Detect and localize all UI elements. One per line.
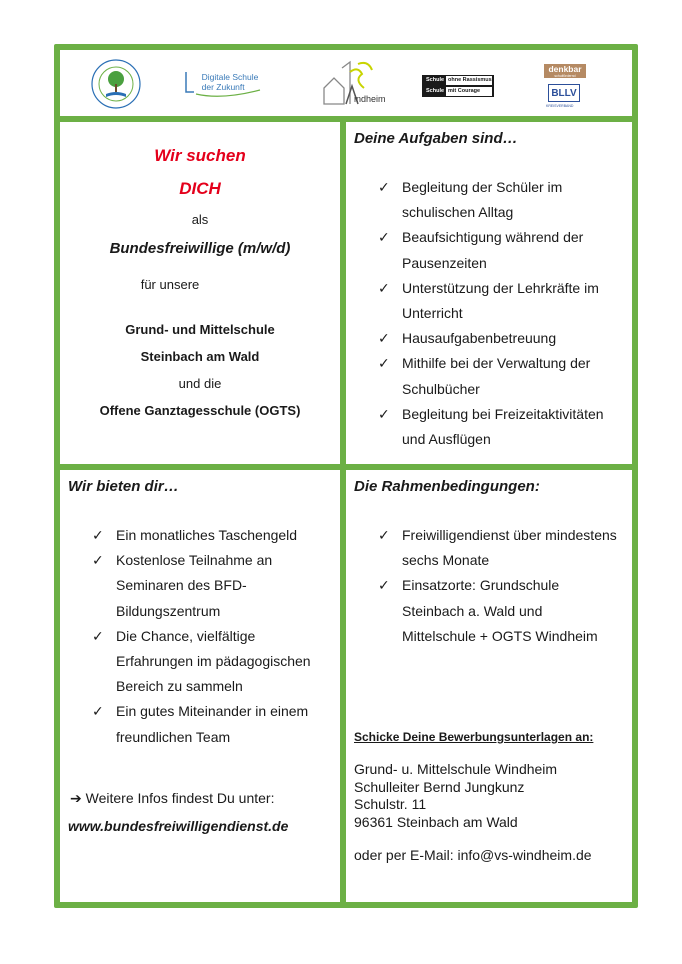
logo-bar [60, 50, 632, 116]
list-item-text: sechs Monate [402, 552, 490, 569]
list-item-text: Freiwilligendienst über mindestens [402, 527, 617, 543]
sor-label-2: Schule [426, 88, 445, 94]
list-item-text: Seminaren des BFD- [116, 577, 247, 594]
vs-windheim-logo [320, 58, 392, 110]
address-line: Schulleiter Bernd Jungkunz [354, 778, 525, 795]
tasks-title: Deine Aufgaben sind… [354, 130, 518, 147]
checkmark-icon: ✓ [92, 527, 104, 543]
bllv-subtext: KREISVERBAND [546, 104, 574, 108]
list-item [378, 326, 628, 351]
digital-logo-line2: der Zukunft [201, 82, 245, 92]
list-item [378, 175, 628, 225]
list-item [92, 699, 337, 749]
sor-label-1: Schule [426, 77, 445, 83]
list-item-text: Unterricht [402, 305, 463, 322]
intro-panel [60, 122, 340, 464]
list-item-text: Ein monatliches Taschengeld [116, 527, 298, 543]
eco-school-logo [90, 58, 142, 110]
checkmark-icon: ✓ [378, 229, 390, 246]
checkmark-icon: ✓ [378, 355, 390, 372]
denkbar-logo [544, 64, 586, 78]
conditions-title: Die Rahmenbedingungen: [354, 478, 540, 495]
list-item-text: Erfahrungen im pädagogischen [116, 653, 311, 670]
checkmark-icon: ✓ [378, 527, 390, 543]
tasks-panel [346, 122, 632, 464]
tasks-list [378, 175, 628, 452]
list-item-text: Pausenzeiten [402, 254, 487, 271]
list-item [378, 402, 628, 452]
list-item [92, 624, 337, 700]
list-item-text: Bildungszentrum [116, 602, 221, 619]
list-item-text: Schulbücher [402, 380, 480, 397]
school-name-line1: Grund- und Mittelschule [125, 322, 275, 337]
digitale-schule-logo [182, 66, 264, 98]
info-text: ➔ Weitere Infos findest Du unter: [70, 790, 275, 806]
checkmark-icon: ✓ [92, 703, 104, 720]
conditions-panel [346, 470, 632, 902]
school-name-line3: Offene Ganztagesschule (OGTS) [99, 403, 301, 418]
list-item [378, 351, 628, 401]
und-die-text: und die [178, 376, 222, 391]
vs-logo-text: indheim [354, 94, 386, 104]
checkmark-icon: ✓ [378, 279, 390, 296]
offer-title: Wir bieten dir… [68, 478, 179, 495]
checkmark-icon: ✓ [378, 179, 390, 195]
digital-logo-line1: Digitale Schule [201, 72, 259, 82]
checkmark-icon: ✓ [378, 405, 390, 422]
checkmark-icon: ✓ [378, 330, 390, 347]
list-item [378, 276, 628, 326]
poster-frame [54, 44, 638, 908]
headline-dich: DICH [179, 179, 221, 198]
list-item-text: Beaufsichtigung während der [402, 229, 584, 246]
bllv-text: BLLV [551, 87, 577, 99]
list-item-text: Mithilfe bei der Verwaltung der [402, 355, 591, 372]
list-item [378, 523, 628, 573]
list-item-text: Unterstützung der Lehrkräfte im [402, 279, 599, 296]
address-line: 96361 Steinbach am Wald [354, 813, 518, 830]
list-item-text: freundlichen Team [116, 728, 231, 745]
fuer-unsere-text: für unsere [140, 277, 200, 292]
apply-heading: Schicke Deine Bewerbungsunterlagen an: [354, 730, 594, 744]
checkmark-icon: ✓ [92, 552, 104, 569]
offer-panel [60, 470, 340, 902]
list-item-text: Begleitung der Schüler im [402, 179, 563, 195]
list-item [378, 573, 628, 649]
list-item [92, 548, 337, 624]
address-line: Schulstr. 11 [354, 796, 427, 812]
list-item-text: Hausaufgabenbetreuung [402, 330, 557, 347]
denkbar-text: denkbar [548, 63, 582, 74]
list-item-text: Einsatzorte: Grundschule [402, 577, 560, 594]
list-item-text: Mittelschule + OGTS Windheim [402, 627, 598, 644]
address-line: Grund- u. Mittelschule Windheim [354, 761, 558, 777]
sor-text-2: mit Courage [446, 87, 492, 96]
school-name-line2: Steinbach am Wald [140, 349, 260, 364]
conditions-list [378, 523, 628, 649]
list-item [92, 523, 337, 548]
list-item-text: und Ausflügen [402, 431, 491, 448]
list-item-text: Die Chance, vielfältige [116, 627, 256, 644]
email-line[interactable]: oder per E-Mail: info@vs-windheim.de [354, 847, 592, 863]
role-title: Bundesfreiwillige (m/w/d) [109, 240, 291, 257]
list-item-text: Bereich zu sammeln [116, 678, 243, 695]
als-text: als [191, 212, 209, 227]
list-item-text: Kostenlose Teilnahme an [116, 552, 273, 569]
sor-text-1: ohne Rassismus [448, 77, 492, 83]
list-item-text: Ein gutes Miteinander in einem [116, 703, 309, 720]
headline-wir-suchen: Wir suchen [154, 146, 246, 165]
list-item-text: Steinbach a. Wald und [402, 602, 543, 619]
address-block [354, 761, 557, 831]
offer-list [92, 523, 337, 750]
denkbar-subtext: schulfördernd [554, 73, 576, 78]
checkmark-icon: ✓ [378, 577, 390, 594]
website-link[interactable]: www.bundesfreiwilligendienst.de [68, 818, 289, 834]
list-item [378, 225, 628, 275]
bllv-logo [548, 84, 580, 102]
checkmark-icon: ✓ [92, 627, 104, 644]
list-item-text: schulischen Alltag [402, 204, 514, 221]
list-item-text: Begleitung bei Freizeitaktivitäten [402, 405, 604, 422]
schule-ohne-rassismus-logo [422, 75, 494, 97]
